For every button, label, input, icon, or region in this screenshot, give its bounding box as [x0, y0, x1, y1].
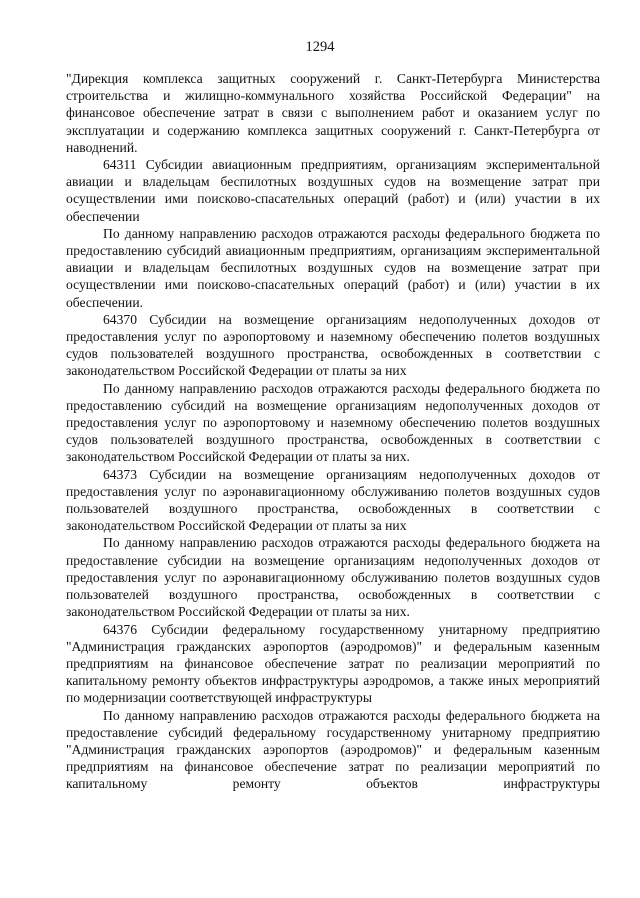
paragraph-64370-description: По данному направлению расходов отражаются расходы федерального бюджета по предоставлению субсидий на возмещение организациям недополученных доходов от предоставления услуг по аэропортовому и наземному обеспечению полетов воздушных судов пользователей воздушного пространства, освобожденных в соответствии с законодательством Российской Федерации от платы за них.	[66, 380, 600, 465]
paragraph-64376-heading: 64376 Субсидии федеральному государственному унитарному предприятию "Администрация гражданских аэропортов (аэродромов)" и федеральным казенным предприятиям на финансовое обеспечение затрат по реализации мероприятий по капитальному ремонту объектов инфраструктуры аэродромов, а также иных мероприятий по модернизации соответствующей инфраструктуры	[66, 621, 600, 706]
paragraph-64311-heading: 64311 Субсидии авиационным предприятиям, организациям экспериментальной авиации и владельцам беспилотных воздушных судов на возмещение затрат при осуществлении ими поисково-спасательных операций (работ) и (или) участии в их обеспечении	[66, 157, 600, 224]
paragraph-continuation: "Дирекция комплекса защитных сооружений г. Санкт-Петербурга Министерства строительства и жилищно-коммунального хозяйства Российской Федерации" на финансовое обеспечение затрат в связи с выполнением работ и оказанием услуг по эксплуатации и содержанию комплекса защитных сооружений г. Санкт-Петербурга от наводнений.	[66, 71, 600, 155]
page-number: 1294	[305, 39, 335, 55]
paragraph-64370-heading: 64370 Субсидии на возмещение организациям недополученных доходов от предоставления услуг по аэропортовому и наземному обеспечению полетов воздушных судов пользователей воздушного пространства, освобожденных в соответствии с законодательством Российской Федерации от платы за них	[66, 311, 600, 379]
paragraph-64376-description: По данному направлению расходов отражаются расходы федерального бюджета на предоставление субсидий федеральному государственному унитарному предприятию "Администрация гражданских аэропортов (аэродромов)" и федеральным казенным предприятиям на финансовое обеспечение затрат по реализации мероприятий по капитальному ремонту объектов инфраструктуры	[66, 707, 600, 792]
paragraph-64373-description: По данному направлению расходов отражаются расходы федерального бюджета на предоставление субсидии на возмещение организациям недополученных доходов от предоставления услуг по аэронавигационному обслуживанию полетов воздушных судов пользователей воздушного пространства, освобожденных в соответствии с законодательством Российской Федерации от платы за них.	[66, 535, 600, 620]
paragraph-64373-heading: 64373 Субсидии на возмещение организациям недополученных доходов от предоставления услуг по аэронавигационному обслуживанию полетов воздушных судов пользователей воздушного пространства, освобожденных в соответствии с законодательством Российской Федерации от платы за них	[66, 466, 600, 534]
document-body	[66, 70, 600, 793]
paragraph-64311-description: По данному направлению расходов отражаются расходы федерального бюджета по предоставлению субсидий авиационным предприятиям, организациям экспериментальной авиации и владельцам беспилотных воздушных судов на возмещение затрат при осуществлении ими поисково-спасательных операций (работ) и (или) участии в их обеспечении.	[66, 225, 600, 310]
